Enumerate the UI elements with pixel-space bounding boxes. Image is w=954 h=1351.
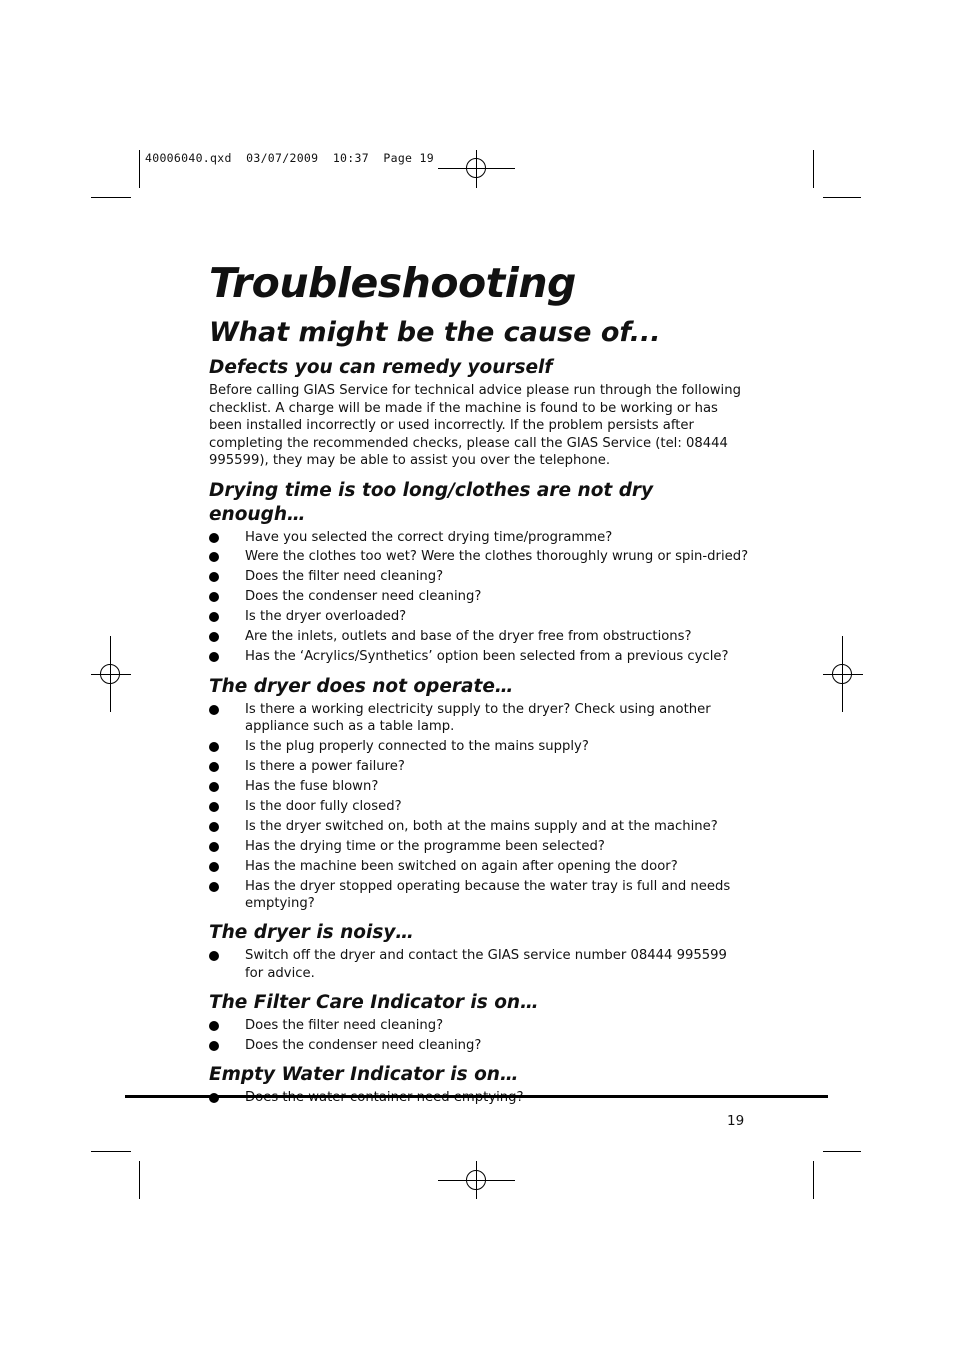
list-item: Is the dryer switched on, both at the mains supply and at the machine? xyxy=(209,818,749,835)
checklist xyxy=(209,1017,749,1054)
list-item: Does the condenser need cleaning? xyxy=(209,1037,749,1054)
crop-mark xyxy=(813,1161,814,1199)
intro-paragraph: Before calling GIAS Service for technical advice please run through the following checklist. A charge will be made if the machine is found to be working or has been installed incorrectly or used incorrectly. If the problem persists after completing the recommended checks, please call the GIAS Service (tel: 08444 995599), they may be able to assist you over the telephone. xyxy=(209,383,741,468)
bullet-icon xyxy=(209,533,219,543)
list-item: Is there a working electricity supply to the dryer? Check using another appliance such as a table lamp. xyxy=(209,701,749,736)
bullet-icon xyxy=(209,782,219,792)
print-slug: 40006040.qxd 03/07/2009 10:37 Page 19 xyxy=(145,151,434,165)
bullet-icon xyxy=(209,882,219,892)
list-item: Has the ‘Acrylics/Synthetics’ option been selected from a previous cycle? xyxy=(209,648,749,665)
section-empty-water-indicator xyxy=(209,1063,749,1106)
registration-mark-icon xyxy=(466,158,486,178)
checklist xyxy=(209,701,749,913)
list-item: Does the filter need cleaning? xyxy=(209,1017,749,1034)
page-number: 19 xyxy=(727,1113,745,1129)
page-title: Troubleshooting xyxy=(209,259,576,307)
crop-mark xyxy=(91,197,131,198)
section-heading: Empty Water Indicator is on… xyxy=(209,1064,519,1086)
section-drying-time xyxy=(209,479,749,666)
section-heading: Defects you can remedy yourself xyxy=(209,357,553,378)
bullet-icon xyxy=(209,1041,219,1051)
bullet-icon xyxy=(209,862,219,872)
crop-mark xyxy=(139,1161,140,1199)
list-item: Is the plug properly connected to the mains supply? xyxy=(209,738,749,755)
list-item: Switch off the dryer and contact the GIAS service number 08444 995599 for advice. xyxy=(209,947,749,982)
list-item: Were the clothes too wet? Were the clothes thoroughly wrung or spin-dried? xyxy=(209,548,749,565)
bullet-icon xyxy=(209,742,219,752)
list-item: Has the dryer stopped operating because the water tray is full and needs emptying? xyxy=(209,878,749,913)
crop-mark xyxy=(823,1151,861,1152)
list-item: Does the filter need cleaning? xyxy=(209,568,749,585)
registration-mark-icon xyxy=(832,664,852,684)
bullet-icon xyxy=(209,592,219,602)
footer-rule xyxy=(125,1095,828,1098)
registration-mark-icon xyxy=(100,664,120,684)
bullet-icon xyxy=(209,652,219,662)
list-item: Has the fuse blown? xyxy=(209,778,749,795)
section-heading: The Filter Care Indicator is on… xyxy=(209,992,539,1014)
list-item: Has the drying time or the programme been selected? xyxy=(209,838,749,855)
page-subtitle: What might be the cause of... xyxy=(209,317,661,348)
crop-mark xyxy=(139,150,140,188)
checklist xyxy=(209,947,749,982)
section-heading: Drying time is too long/clothes are not dry enough… xyxy=(209,479,654,525)
bullet-icon xyxy=(209,705,219,715)
bullet-icon xyxy=(209,572,219,582)
list-item: Have you selected the correct drying time/programme? xyxy=(209,529,749,546)
section-heading: The dryer is noisy… xyxy=(209,922,414,944)
intro-section xyxy=(209,356,749,470)
bullet-icon xyxy=(209,822,219,832)
list-item: Has the machine been switched on again after opening the door? xyxy=(209,858,749,875)
bullet-icon xyxy=(209,552,219,562)
page-content xyxy=(209,258,749,1109)
bullet-icon xyxy=(209,762,219,772)
list-item: Does the condenser need cleaning? xyxy=(209,588,749,605)
bullet-icon xyxy=(209,951,219,961)
section-noisy xyxy=(209,921,749,982)
bullet-icon xyxy=(209,1021,219,1031)
crop-mark xyxy=(813,150,814,188)
bullet-icon xyxy=(209,632,219,642)
registration-mark-icon xyxy=(466,1170,486,1190)
section-does-not-operate xyxy=(209,675,749,913)
list-item: Are the inlets, outlets and base of the dryer free from obstructions? xyxy=(209,628,749,645)
bullet-icon xyxy=(209,842,219,852)
crop-mark xyxy=(823,197,861,198)
crop-mark xyxy=(91,1151,131,1152)
list-item: Is there a power failure? xyxy=(209,758,749,775)
checklist xyxy=(209,529,749,666)
section-heading: The dryer does not operate… xyxy=(209,675,514,697)
section-filter-care-indicator xyxy=(209,991,749,1054)
list-item: Is the dryer overloaded? xyxy=(209,608,749,625)
bullet-icon xyxy=(209,802,219,812)
bullet-icon xyxy=(209,612,219,622)
list-item: Is the door fully closed? xyxy=(209,798,749,815)
